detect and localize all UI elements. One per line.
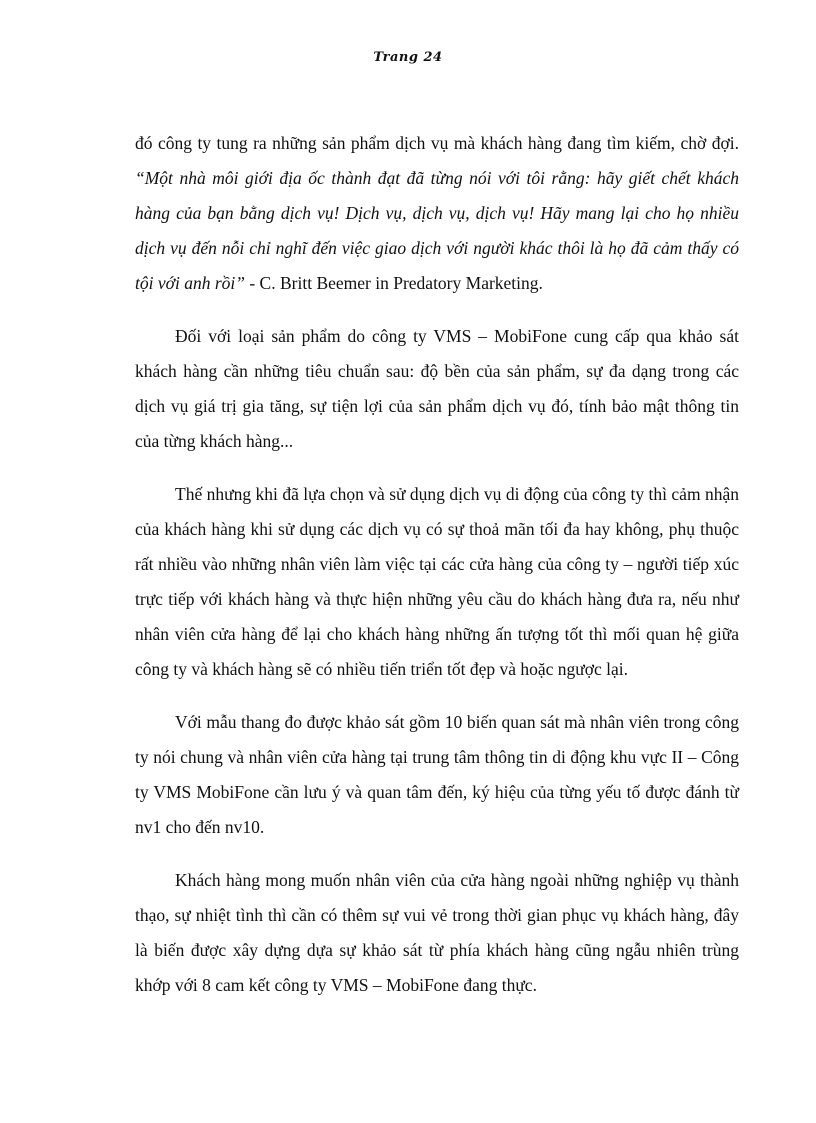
paragraph-1 — [135, 126, 739, 301]
quote-attribution: - C. Britt Beemer in Predatory Marketing. — [244, 273, 543, 293]
paragraph-2: Đối với loại sản phẩm do công ty VMS – MobiFone cung cấp qua khảo sát khách hàng cần những tiêu chuẩn sau: độ bền của sản phẩm, sự đa dạng trong các dịch vụ giá trị gia tăng, sự tiện lợi của sản phẩm dịch vụ đó, tính bảo mật thông tin của từng khách hàng... — [135, 326, 739, 451]
paragraph-1-lead: đó công ty tung ra những sản phẩm dịch vụ mà khách hàng đang tìm kiếm, chờ đợi. — [135, 133, 739, 153]
page-number-header: Trang 24 — [373, 50, 443, 65]
paragraph-3: Thế nhưng khi đã lựa chọn và sử dụng dịch vụ di động của công ty thì cảm nhận của khách hàng khi sử dụng các dịch vụ có sự thoả mãn tối đa hay không, phụ thuộc rất nhiều vào những nhân viên làm việc tại các cửa hàng của công ty – người tiếp xúc trực tiếp với khách hàng và thực hiện những yêu cầu do khách hàng đưa ra, nếu như nhân viên cửa hàng để lại cho khách hàng những ấn tượng tốt thì mối quan hệ giữa công ty và khách hàng sẽ có nhiều tiến triển tốt đẹp và hoặc ngược lại. — [135, 484, 739, 679]
paragraph-5: Khách hàng mong muốn nhân viên của cửa hàng ngoài những nghiệp vụ thành thạo, sự nhiệt tình thì cần có thêm sự vui vẻ trong thời gian phục vụ khách hàng, đây là biến được xây dựng dựa sự khảo sát từ phía khách hàng cũng ngẫu nhiên trùng khớp với 8 cam kết công ty VMS – MobiFone đang thực. — [135, 870, 739, 995]
quote-text: “Một nhà môi giới địa ốc thành đạt đã từng nói với tôi rằng: hãy giết chết khách hàng của bạn bằng dịch vụ! Dịch vụ, dịch vụ, dịch vụ! Hãy mang lại cho họ nhiều dịch vụ đến nỗi chỉ nghĩ đến việc giao dịch với người khác thôi là họ đã cảm thấy có tội với anh rồi” — [135, 168, 739, 293]
paragraph-4: Với mẫu thang đo được khảo sát gồm 10 biến quan sát mà nhân viên trong công ty nói chung và nhân viên cửa hàng tại trung tâm thông tin di động khu vực II – Công ty VMS MobiFone cần lưu ý và quan tâm đến, ký hiệu của từng yếu tố được đánh từ nv1 cho đến nv10. — [135, 712, 739, 837]
document-body — [135, 126, 739, 1021]
